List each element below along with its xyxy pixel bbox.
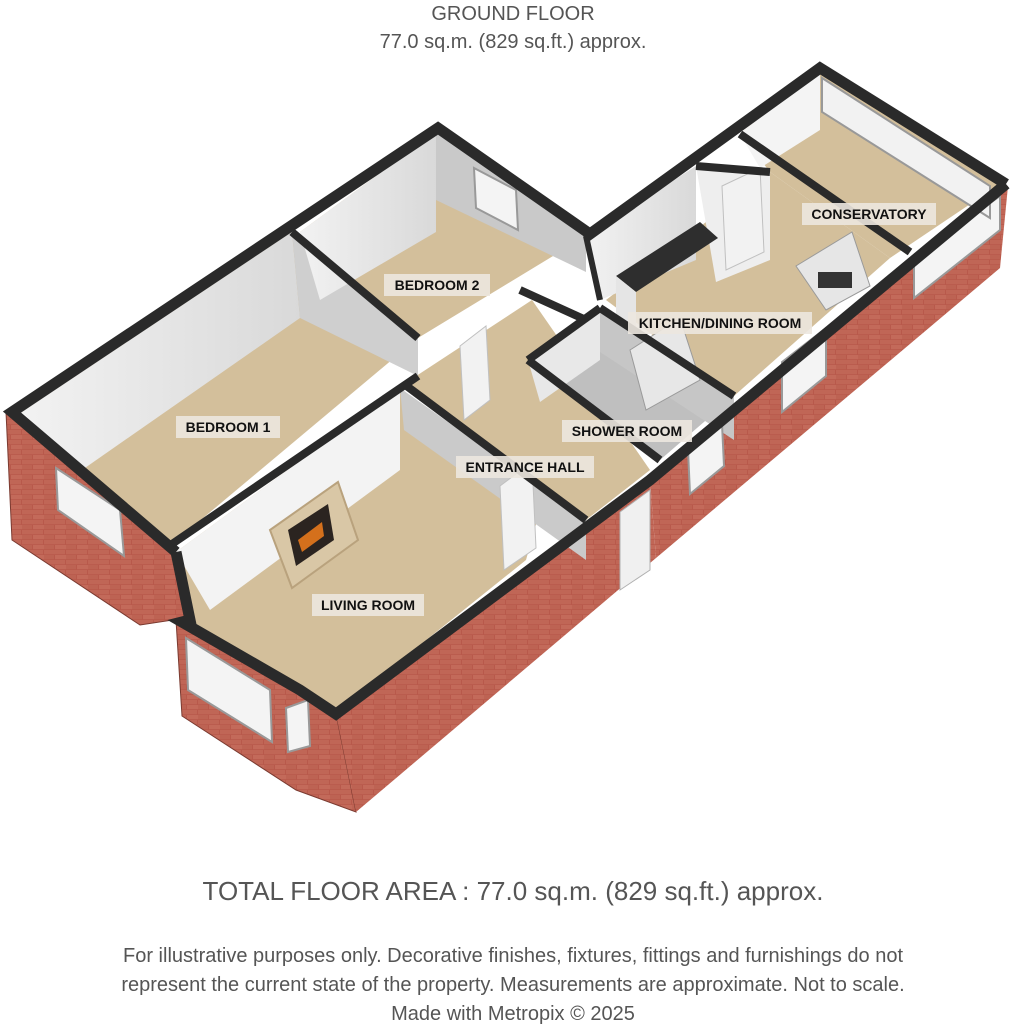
floor-area-subtitle: 77.0 sq.m. (829 sq.ft.) approx.	[379, 31, 647, 53]
metropix-credit: Made with Metropix © 2025	[391, 1003, 635, 1025]
room-label-kitchen-dining: KITCHEN/DINING ROOM	[638, 315, 802, 331]
room-label-shower-room: SHOWER ROOM	[571, 423, 683, 439]
disclaimer-line-1: For illustrative purposes only. Decorative finishes, fixtures, fittings and furnishings do not	[123, 945, 903, 967]
room-label-entrance-hall: ENTRANCE HALL	[465, 459, 585, 475]
disclaimer-line-2: represent the current state of the property. Measurements are approximate. Not to scale.	[121, 974, 905, 996]
floor-title: GROUND FLOOR	[431, 3, 595, 25]
room-label-conservatory: CONSERVATORY	[811, 206, 927, 222]
floor-plan-3d	[0, 60, 1026, 820]
total-floor-area: TOTAL FLOOR AREA : 77.0 sq.m. (829 sq.ft.) approx.	[202, 876, 824, 906]
room-label-living-room: LIVING ROOM	[320, 597, 416, 613]
disclaimer	[0, 942, 1026, 1029]
room-label-bedroom-2: BEDROOM 2	[394, 277, 480, 293]
window-living-room-side	[286, 700, 310, 752]
room-label-bedroom-1: BEDROOM 1	[185, 419, 271, 435]
floor-header	[0, 0, 1026, 56]
